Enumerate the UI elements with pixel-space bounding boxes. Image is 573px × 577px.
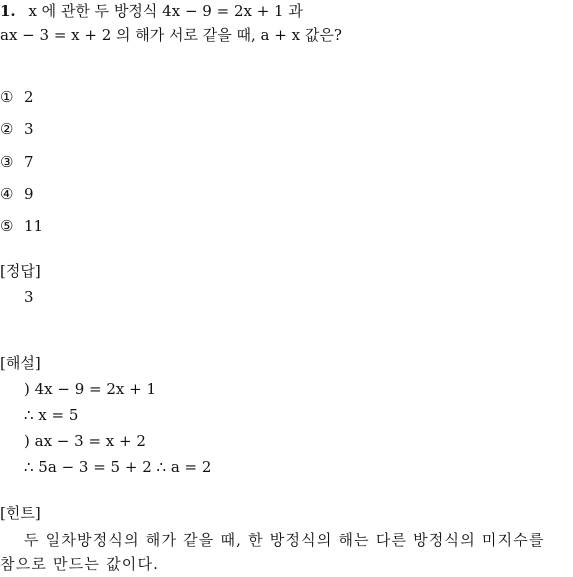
explanation-heading: [해설] xyxy=(0,354,41,372)
choice-3[interactable] xyxy=(0,151,34,173)
choice-4[interactable] xyxy=(0,183,34,205)
explanation-line-1: ) 4x − 9 = 2x + 1 xyxy=(24,380,157,398)
choice-4-value: 9 xyxy=(24,185,34,203)
hint-line-1: 두 일차방정식의 해가 같을 때, 한 방정식의 해는 다른 방정식의 미지수를 xyxy=(24,531,545,549)
question-line-1 xyxy=(0,0,303,22)
choice-5[interactable] xyxy=(0,215,43,237)
choice-2-mark: ② xyxy=(0,120,14,138)
choice-5-mark: ⑤ xyxy=(0,217,14,235)
choice-5-value: 11 xyxy=(24,217,44,235)
question-number: 1. xyxy=(0,2,16,20)
explanation-line-2: ∴ x = 5 xyxy=(24,406,79,424)
choice-1-mark: ① xyxy=(0,88,14,106)
choice-2-value: 3 xyxy=(24,120,34,138)
hint-line-2: 참으로 만드는 값이다. xyxy=(0,555,160,573)
choice-3-mark: ③ xyxy=(0,153,14,171)
question-text-1: x 에 관한 두 방정식 4x − 9 = 2x + 1 과 xyxy=(28,2,303,20)
choice-4-mark: ④ xyxy=(0,185,14,203)
explanation-line-4: ∴ 5a − 3 = 5 + 2 ∴ a = 2 xyxy=(24,458,212,476)
answer-heading: [정답] xyxy=(0,262,41,280)
question-line-2 xyxy=(0,24,342,46)
choice-1[interactable] xyxy=(0,86,34,108)
choice-3-value: 7 xyxy=(24,153,34,171)
explanation-line-3: ) ax − 3 = x + 2 xyxy=(24,432,146,450)
choice-1-value: 2 xyxy=(24,88,34,106)
choice-2[interactable] xyxy=(0,118,34,140)
answer-value: 3 xyxy=(24,288,34,306)
question-text-2: ax − 3 = x + 2 의 해가 서로 같을 때, a + x 값은? xyxy=(0,26,342,44)
hint-heading: [힌트] xyxy=(0,504,41,522)
